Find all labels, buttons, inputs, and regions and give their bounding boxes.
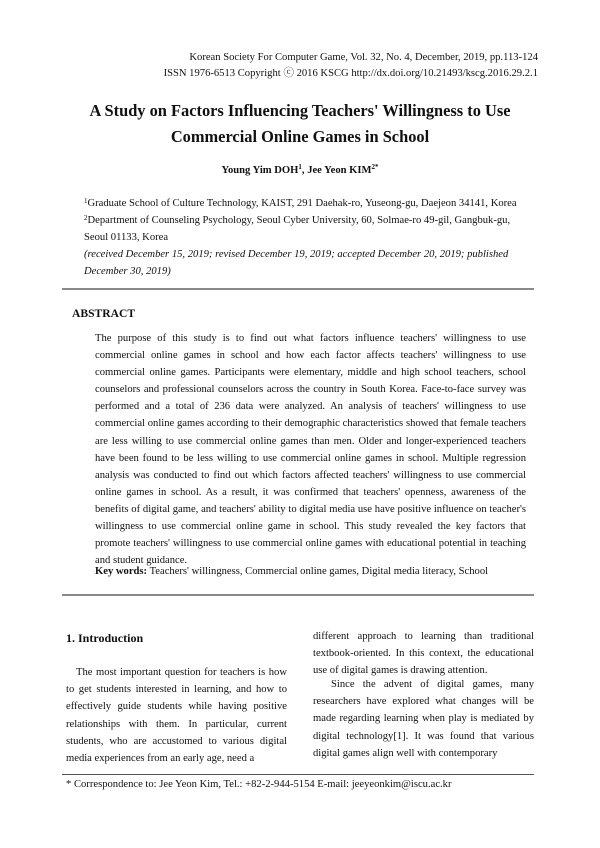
author-separator: , [301, 165, 308, 176]
affiliation-2: $^2$Department of Counseling Psychology, Seoul Cyber University, 60, Solmae-ro 49-gil, Gangbuk-gu, [84, 214, 511, 226]
author-list [0, 165, 600, 176]
abstract-heading: ABSTRACT [72, 307, 136, 320]
author-affiliation-mark: 2* [371, 163, 379, 171]
affiliation-2-cont: Seoul 01133, Korea [84, 232, 169, 243]
journal-citation: Korean Society For Computer Game, Vol. 32, No. 4, December, 2019, pp.113-124 [189, 52, 538, 63]
issn-doi-line: ISSN 1976-6513 Copyright ⓒ 2016 KSCG http://dx.doi.org/10.21493/kscg.2016.29.2.1 [163, 68, 538, 79]
keywords-value: Teachers' willingness, Commercial online games, Digital media literacy, School [149, 566, 489, 577]
footnote-divider [62, 774, 534, 775]
affiliation-mark: 1 [84, 197, 88, 205]
keywords [95, 566, 488, 577]
paper-title-line1: A Study on Factors Influencing Teachers' Willingness to Use [89, 101, 511, 120]
footnote: * Correspondence to: Jee Yeon Kim, Tel.: +82-2-944-5154 E-mail: jeeyeonkim@iscu.ac.kr [66, 779, 452, 790]
section-heading: 1. Introduction [66, 631, 144, 645]
divider [62, 594, 534, 596]
affiliation-mark: 2 [84, 214, 88, 222]
intro-right-paragraph-1: different approach to learning than traditional textbook-oriented. In this context, the educational use of digital games is drawing attention. [313, 631, 534, 677]
keywords-label: Key words: [95, 566, 148, 577]
received-dates-cont: December 30, 2019) [84, 266, 171, 277]
author-name: Young Yim DOH [221, 165, 299, 176]
abstract-body: The purpose of this study is to find out what factors influence teachers' willingness to use commercial online games in school and how each factor affects teachers' willingness to use commercial online games. Participants were elementary, middle and high school teachers, school counselors and professional counselors across the country in South Korea. Face-to-face survey was performed and a total of 236 data were analyzed. An analysis of teachers' willingness to use commercial online games according to their demographic characteristics showed that female teachers are less willing to use commercial online games than men. Older and longer-experienced teachers have been found to be less willing to use commercial online games in school. Multiple regression analysis was conducted to find out which factors affected teachers' willingness to use commercial online games in school. As a result, it was confirmed that teachers' openness, awareness of the benefits of digital game, and teachers' ability to digital media use have positive influence on teacher's willingness to use commercial online game in school. This study revealed the key factors that promote teachers' willingness to use commercial online games with educational potential in teaching and student guidance. [95, 333, 526, 567]
intro-right-paragraph-2: Since the advent of digital games, many researchers have explored what changes will be made regarding learning when play is mediated by digital technology[1]. It was found that various digital games align well with contemporary [313, 679, 534, 759]
intro-left-column: The most important question for teachers is how to get students interested in learning, and how to effectively guide students while having positive relationships with them. In particular, current students, who are accustomed to various digital media experiences from an early age, need a [66, 667, 287, 765]
affiliation-1: $^1$Graduate School of Culture Technology, KAIST, 291 Daehak-ro, Yuseong-gu, Daejeon 34141, Korea [84, 197, 517, 209]
divider [62, 288, 534, 290]
paper-title-line2: Commercial Online Games in School [170, 127, 430, 146]
received-dates: (received December 15, 2019; revised December 19, 2019; accepted December 20, 2019; published [84, 249, 509, 260]
author-affiliation-mark: 1 [298, 163, 302, 171]
author-name: Jee Yeon KIM [307, 165, 372, 176]
